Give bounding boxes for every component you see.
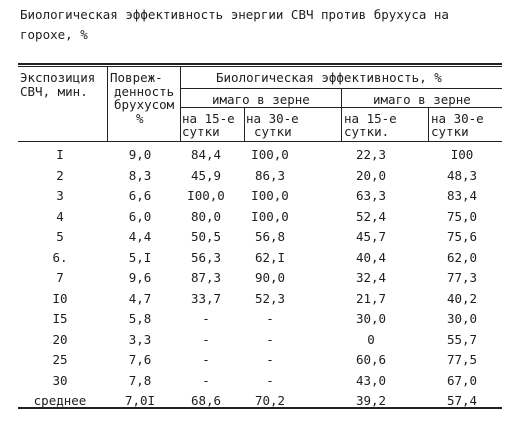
table-cell: 9,0 (128, 147, 152, 162)
table-cell: 9,6 (128, 270, 152, 285)
table-cell: 45,9 (190, 167, 222, 183)
table-cell: 77,5 (446, 352, 478, 367)
table-cell: 80,0 (190, 208, 222, 224)
table-cell: 39,2 (355, 393, 387, 408)
header-c3-1: на 15-е (182, 111, 235, 126)
vrule-2 (180, 67, 181, 141)
table-cell: 3 (56, 188, 64, 203)
table-cell: 90,0 (254, 270, 286, 285)
table-cell: - (202, 311, 210, 326)
table-cell: 22,3 (355, 147, 387, 162)
table-cell: 48,3 (446, 167, 478, 183)
header-damage-2: денность (114, 84, 175, 99)
table-cell: 6,0 (128, 208, 152, 224)
table-cell: 68,6 (190, 393, 222, 408)
table-cell: I0 (52, 290, 68, 306)
header-bottom-rule (18, 141, 502, 142)
header-exposure-1: Экспозиция (20, 70, 96, 85)
table-cell: 4 (56, 208, 64, 224)
table-cell: 56,8 (254, 229, 286, 244)
header-c6-2: сутки (431, 124, 469, 139)
table-cell: 0 (367, 331, 375, 347)
table-cell: - (266, 331, 274, 347)
table-cell: 3,3 (128, 331, 152, 347)
vrule-3 (244, 108, 245, 141)
table-cell: I5 (52, 311, 68, 326)
table-cell: - (266, 311, 274, 326)
table-cell: 40,2 (446, 290, 478, 306)
table-cell: 43,0 (355, 372, 387, 388)
table-cell: 7 (56, 270, 64, 285)
table-cell: 52,4 (355, 208, 387, 224)
header-c5-2: сутки. (344, 124, 390, 139)
table-cell: 4,4 (128, 229, 152, 244)
table-cell: 62,I (254, 249, 286, 265)
table-cell: - (266, 352, 274, 367)
header-damage-1: Повреж- (110, 70, 163, 85)
table-cell: 30,0 (355, 311, 387, 326)
table-title-line2: горохе, % (20, 27, 88, 42)
table-cell: - (202, 352, 210, 367)
table-cell: 45,7 (355, 229, 387, 244)
table-cell: 56,3 (190, 249, 222, 265)
header-group: Биологическая эффективность, % (216, 70, 442, 85)
header-c4-2: сутки (254, 124, 292, 139)
header-exposure-2: СВЧ, мин. (20, 84, 88, 99)
header-damage-3: брухусом (114, 97, 175, 112)
table-cell: 63,3 (355, 188, 387, 203)
table-cell: 21,7 (355, 290, 387, 306)
header-sub-left: имаго в зерне (212, 92, 310, 107)
table-cell: 6. (52, 249, 68, 265)
table-cell: 86,3 (254, 167, 286, 183)
table-cell: - (202, 372, 210, 388)
table-cell: 20,0 (355, 167, 387, 183)
table-cell: 5,8 (128, 311, 152, 326)
table-cell: 7,6 (128, 352, 152, 367)
header-c6-1: на 30-е (431, 111, 484, 126)
vrule-1 (107, 67, 108, 141)
header-damage-4: % (136, 111, 144, 126)
table-cell: I00,0 (251, 147, 289, 162)
top-rule-inner (18, 66, 502, 67)
table-cell: 30,0 (446, 311, 478, 326)
table-cell: 7,8 (128, 372, 152, 388)
header-c5-1: на 15-е (344, 111, 397, 126)
table-cell: 7,0I (124, 393, 156, 408)
top-rule (18, 63, 502, 65)
table-cell: 5 (56, 229, 64, 244)
table-cell: 83,4 (446, 188, 478, 203)
vrule-5 (428, 108, 429, 141)
table-cell: 87,3 (190, 270, 222, 285)
table-cell: - (266, 372, 274, 388)
table-cell: 70,2 (254, 393, 286, 408)
table-cell: 52,3 (254, 290, 286, 306)
table-cell: 75,6 (446, 229, 478, 244)
table-cell: 60,6 (355, 352, 387, 367)
table-cell: 77,3 (446, 270, 478, 285)
table-cell: - (202, 331, 210, 347)
header-c4-1: на 30-е (246, 111, 299, 126)
table-cell: среднее (33, 393, 87, 408)
table-cell: 20 (52, 331, 68, 347)
table-cell: I00 (450, 147, 474, 162)
table-cell: 62,0 (446, 249, 478, 265)
table-cell: 30 (52, 372, 68, 388)
table-cell: 33,7 (190, 290, 222, 306)
table-cell: I00,0 (251, 188, 289, 203)
table-cell: 4,7 (128, 290, 152, 306)
table-cell: 67,0 (446, 372, 478, 388)
table-cell: 40,4 (355, 249, 387, 265)
table-cell: 2 (56, 167, 64, 183)
table-cell: 6,6 (128, 188, 152, 203)
table-cell: 25 (52, 352, 68, 367)
table-cell: 75,0 (446, 208, 478, 224)
table-cell: 8,3 (128, 167, 152, 183)
table-cell: 5,I (128, 249, 152, 265)
table-cell: 84,4 (190, 147, 222, 162)
table-cell: I00,0 (251, 208, 289, 224)
table-title-line1: Биологическая эффективность энергии СВЧ против брухуса на (20, 7, 449, 22)
table-cell: 50,5 (190, 229, 222, 244)
table-cell: 57,4 (446, 393, 478, 408)
header-c3-2: сутки (182, 124, 220, 139)
table-cell: 55,7 (446, 331, 478, 347)
table-cell: 32,4 (355, 270, 387, 285)
table-cell: I00,0 (187, 188, 225, 203)
header-sub-right: имаго в зерне (373, 92, 471, 107)
table-cell: I (56, 147, 64, 162)
vrule-4 (341, 89, 342, 141)
